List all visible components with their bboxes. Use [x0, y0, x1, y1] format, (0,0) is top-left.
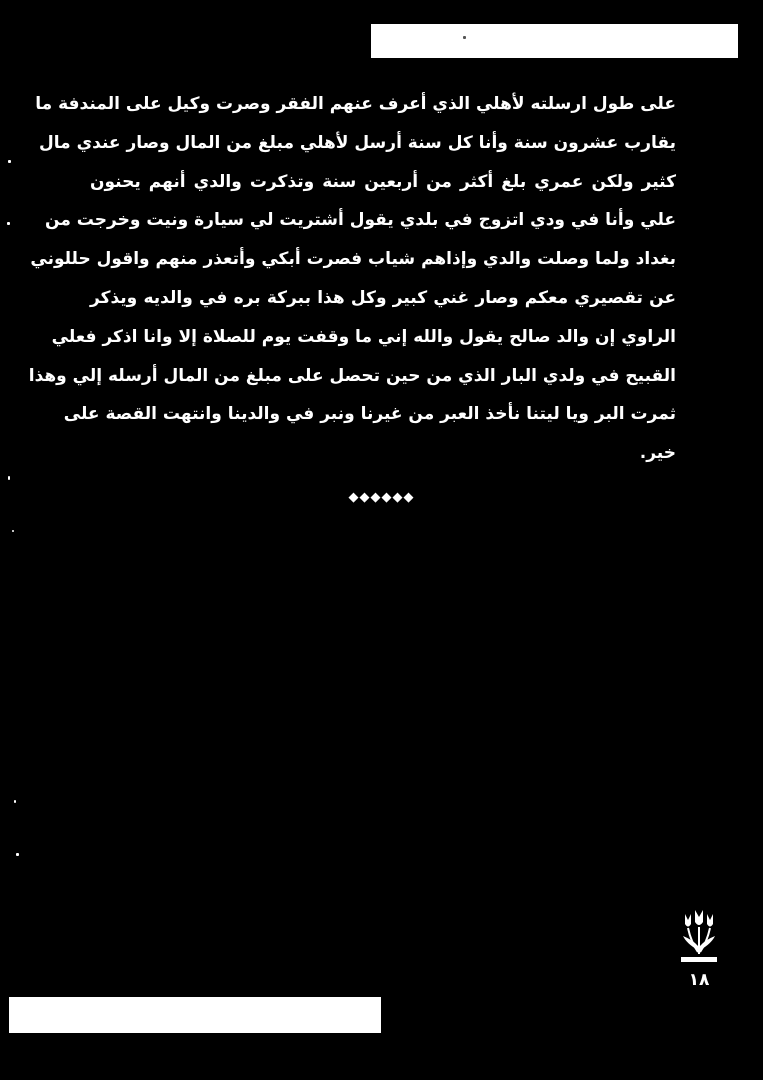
section-divider-ornament: ◆◆◆◆◆◆ [348, 490, 415, 505]
scan-speck [16, 853, 19, 856]
text-line: القبيح في ولدي البار الذي من حين تحصل على مبلغ من المال أرسله إلي وهذا [28, 365, 676, 386]
scan-speck [8, 476, 10, 480]
text-line: على طول ارسلته لأهلي الذي أعرف عنهم الفقر وصرت وكيل على المندفة ما [35, 94, 676, 114]
text-line: الراوي إن والد صالح يقول والله إني ما وقفت يوم للصلاة إلا وانا اذكر فعلي [51, 326, 676, 347]
scan-speck [14, 800, 16, 803]
story-text [28, 85, 676, 473]
text-line: ثمرت البر ويا ليتنا نأخذ العبر من غيرنا ونبر في والدينا وانتهت القصة على [63, 404, 676, 425]
text-line: عن تقصيري معكم وصار غني كبير وكل هذا ببركة بره في والديه ويذكر [90, 287, 676, 308]
scan-speck [8, 160, 11, 163]
text-line: بغداد ولما وصلت والدي وإذاهم شياب فصرت أبكي وأتعذر منهم واقول حللوني [30, 249, 676, 270]
text-line: كثير ولكن عمري بلغ أكثر من أربعين سنة وتذكرت والدي أنهم يحنون [90, 171, 676, 192]
bottom-redaction-bar [9, 997, 381, 1033]
scan-speck [7, 222, 10, 225]
scan-speck [463, 36, 466, 39]
top-redaction-bar [371, 24, 738, 58]
text-line-last: خير. [639, 443, 676, 464]
scan-speck [12, 530, 14, 532]
text-line: يقارب عشرون سنة وأنا كل سنة أرسل لأهلي مبلغ من المال وصار عندي مال [39, 132, 676, 153]
text-line: علي وأنا في ودي اتزوج في بلدي يقول أشتريت لي سيارة ونيت وخرجت من [45, 210, 676, 231]
page-number: ١٨ [688, 970, 710, 990]
tulip-icon [679, 910, 719, 968]
